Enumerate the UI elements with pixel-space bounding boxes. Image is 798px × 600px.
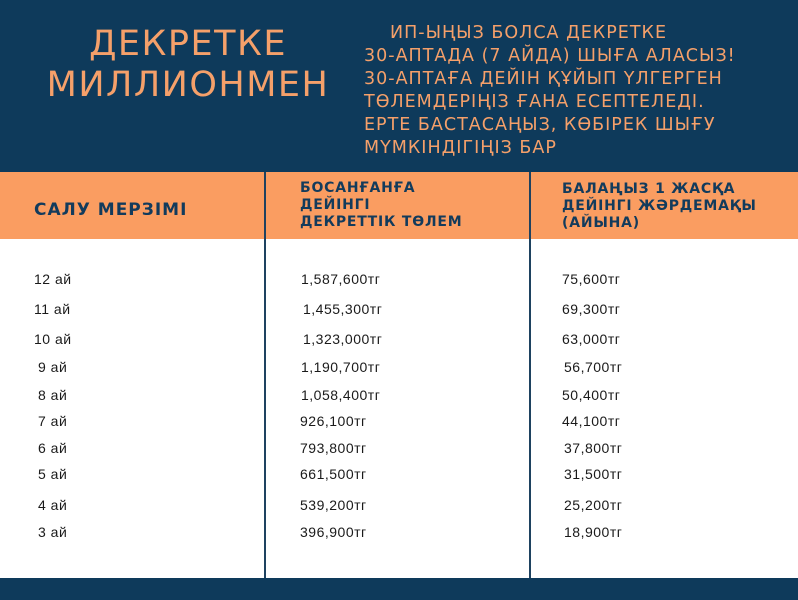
row-birth-payment: 396,900тг — [300, 524, 367, 540]
row-birth-payment: 926,100тг — [300, 413, 367, 429]
column-header-child-allowance — [562, 181, 757, 232]
title-line-1: ДЕКРЕТКЕ — [89, 24, 287, 64]
info-note — [364, 22, 796, 160]
note-line-6: МҮМКІНДІГІҢІЗ БАР — [364, 138, 557, 158]
row-term: 10 ай — [34, 331, 72, 347]
row-term: 9 ай — [38, 359, 68, 375]
row-term: 7 ай — [38, 413, 68, 429]
child-header-line-1: БАЛАҢЫЗ 1 ЖАСҚА — [562, 181, 736, 197]
birth-header-line-2: ДЕЙІНГІ — [300, 197, 371, 213]
child-header-line-3: (АЙЫНА) — [562, 215, 641, 231]
row-child-allowance: 31,500тг — [564, 466, 623, 482]
footer-bar — [0, 578, 798, 600]
row-child-allowance: 50,400тг — [562, 387, 621, 403]
note-line-4: ТӨЛЕМДЕРІҢІЗ ҒАНА ЕСЕПТЕЛЕДІ. — [364, 92, 705, 112]
row-birth-payment: 1,323,000тг — [303, 331, 383, 347]
row-term: 5 ай — [38, 466, 68, 482]
row-child-allowance: 44,100тг — [562, 413, 621, 429]
row-child-allowance: 18,900тг — [564, 524, 623, 540]
row-birth-payment: 1,587,600тг — [301, 271, 381, 287]
row-term: 4 ай — [38, 497, 68, 513]
note-line-2: 30-АПТАДА (7 АЙДА) ШЫҒА АЛАСЫЗ! — [364, 46, 736, 66]
column-divider-2 — [529, 172, 531, 578]
column-header-term: САЛУ МЕРЗІМІ — [34, 200, 188, 220]
row-child-allowance: 69,300тг — [562, 301, 621, 317]
row-child-allowance: 56,700тг — [564, 359, 623, 375]
row-birth-payment: 539,200тг — [300, 497, 367, 513]
row-birth-payment: 1,058,400тг — [301, 387, 381, 403]
column-divider-1 — [264, 172, 266, 578]
page-title — [38, 24, 338, 106]
note-line-5: ЕРТЕ БАСТАСАҢЫЗ, КӨБІРЕК ШЫҒУ — [364, 115, 716, 135]
row-birth-payment: 1,455,300тг — [303, 301, 383, 317]
row-term: 3 ай — [38, 524, 68, 540]
row-birth-payment: 1,190,700тг — [301, 359, 381, 375]
row-child-allowance: 75,600тг — [562, 271, 621, 287]
note-line-1: ИП-ЫҢЫЗ БОЛСА ДЕКРЕТКЕ — [390, 23, 668, 43]
row-term: 8 ай — [38, 387, 68, 403]
birth-header-line-3: ДЕКРЕТТІК ТӨЛЕМ — [300, 214, 463, 230]
row-birth-payment: 661,500тг — [300, 466, 367, 482]
row-term: 12 ай — [34, 271, 72, 287]
row-child-allowance: 25,200тг — [564, 497, 623, 513]
title-line-2: МИЛЛИОНМЕН — [46, 65, 330, 105]
birth-header-line-1: БОСАНҒАНҒА — [300, 180, 416, 196]
column-header-birth-payment — [300, 180, 463, 231]
note-line-3: 30-АПТАҒА ДЕЙІН ҚҰЙЫП ҮЛГЕРГЕН — [364, 69, 723, 89]
row-term: 11 ай — [34, 301, 71, 317]
row-child-allowance: 63,000тг — [562, 331, 621, 347]
row-birth-payment: 793,800тг — [300, 440, 367, 456]
row-term: 6 ай — [38, 440, 68, 456]
row-child-allowance: 37,800тг — [564, 440, 623, 456]
child-header-line-2: ДЕЙІНГІ ЖӘРДЕМАҚЫ — [562, 198, 757, 214]
